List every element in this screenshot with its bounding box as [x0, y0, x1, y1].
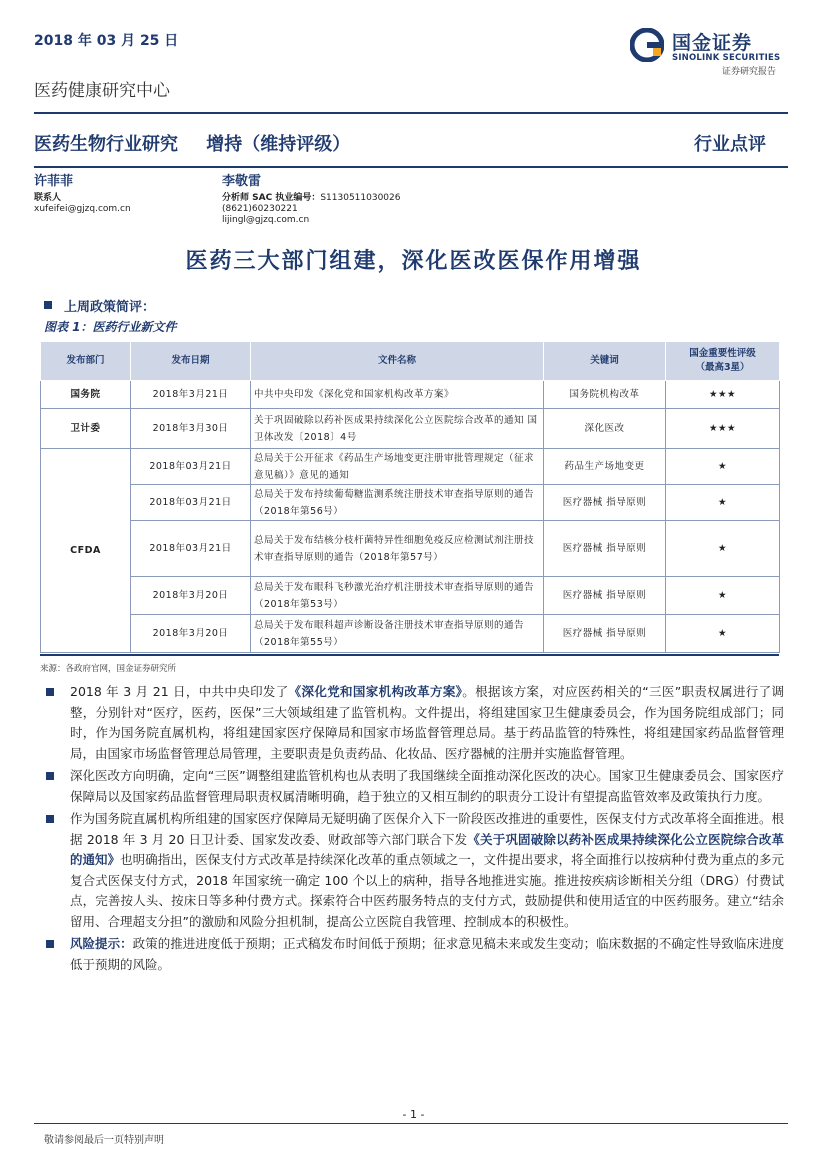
date-cell: 2018年3月20日 [131, 615, 251, 653]
keyword-cell: 医疗器械 指导原则 [544, 485, 666, 521]
table-source: 来源：各政府官网，国金证券研究所 [40, 664, 177, 674]
keyword-cell: 医疗器械 指导原则 [544, 577, 666, 615]
analyst-role: 联系人 [34, 193, 62, 203]
keyword-cell: 药品生产场地变更 [544, 449, 666, 485]
doc-cell: 总局关于发布眼科飞秒激光治疗机注册技术审查指导原则的通告（2018年第53号） [251, 577, 544, 615]
sinolink-logo-icon [630, 28, 664, 62]
keyword-cell: 国务院机构改革 [544, 381, 666, 409]
doc-cell: 总局关于公开征求《药品生产场地变更注册审批管理规定（征求意见稿）》意见的通知 [251, 449, 544, 485]
figure-title: 图表 1：医药行业新文件 [44, 320, 177, 334]
industry-rating-line [34, 130, 372, 156]
date-cell: 2018年3月30日 [131, 409, 251, 449]
doc-cell: 中共中央印发《深化党和国家机构改革方案》 [251, 381, 544, 409]
doc-cell: 总局关于发布持续葡萄糖监测系统注册技术审查指导原则的通告（2018年第56号） [251, 485, 544, 521]
policy-table [40, 341, 780, 653]
report-kind: 行业点评 [694, 134, 766, 155]
industry-name: 医药生物行业研究 [34, 134, 178, 155]
bullet-square-icon [46, 772, 54, 780]
research-center-name: 医药健康研究中心 [34, 81, 170, 101]
col-header-rating: 国金重要性评级 （最高3星） [666, 342, 780, 381]
stars-cell: ★ [666, 615, 780, 653]
dept-cell: CFDA [41, 449, 131, 653]
table-row [41, 449, 780, 485]
logo-chinese-name: 国金证券 [672, 32, 753, 54]
rating: 增持（维持评级） [206, 134, 351, 155]
analyst-name: 许菲菲 [34, 174, 74, 189]
stars-cell: ★★★ [666, 409, 780, 449]
logo-english-name: SINOLINK SECURITIES [672, 53, 781, 63]
doc-cell: 总局关于发布结核分枝杆菌特异性细胞免疫反应检测试剂注册技术审查指导原则的通告（2018年第57号） [251, 521, 544, 577]
list-item: 作为国务院直属机构所组建的国家医疗保障局无疑明确了医保介入下一阶段医改推进的重要性，医保支付方式改革将全面推进。根据 2018 年 3 月 20 日卫计委、国家发改委、财政部等六部门联合下发《关于巩固破除以药补医成果持续深化公立医院综合改革的通知》也明确指出，医保支付方式改革是持续深化改革的重点领域之一，文件提出要求，将全面推行以按病种付费为重点的多元复合式医保支付方式，2018 年国家统一确定 100 个以上的病种，指导各地推进实施。推进按疾病诊断相关分组（DRG）付费试点，完善按人头、按床日等多种付费方式。探索符合中医药服务特点的支付方式，鼓励提供和使用适宜的中医药服务。建立“结余留用、合理超支分担”的激励和风险分担机制，提高公立医院自我管理、控制成本的积极性。 [44, 809, 784, 932]
table-row [41, 615, 780, 653]
analyst-name: 李敬雷 [222, 174, 262, 189]
report-title: 医药三大部门组建，深化医改医保作用增强 [185, 248, 642, 274]
keyword-cell: 医疗器械 指导原则 [544, 521, 666, 577]
section-heading: 上周政策简评： [44, 296, 155, 315]
footer-divider [34, 1123, 788, 1124]
list-item: 2018 年 3 月 21 日，中共中央印发了《深化党和国家机构改革方案》。根据该方案，对应医药相关的“三医”职责权属进行了调整，分别针对“医疗，医药，医保”三大领域组建了监管机构。文件提出，将组建国家卫生健康委员会，作为国务院组成部门；同时，作为国务院直属机构，将组建国家医疗保障局和国家市场监督管理总局。基于药品监管的特殊性，将组建国家药品监督管理局，由国家市场监督管理总局管理，主要职责是负责药品、化妆品、医疗器械的注册并实施监督管理。 [44, 682, 784, 764]
date-cell: 2018年03月21日 [131, 449, 251, 485]
date-cell: 2018年3月21日 [131, 381, 251, 409]
dept-cell: 卫计委 [41, 409, 131, 449]
col-header-dept: 发布部门 [41, 342, 131, 381]
table-row [41, 485, 780, 521]
table-row [41, 521, 780, 577]
table-bottom-rule [40, 654, 779, 656]
analyst-email[interactable]: xufeifei@gjzq.com.cn [34, 204, 131, 214]
analyst-email[interactable]: lijingl@gjzq.com.cn [222, 215, 310, 225]
col-header-doc: 文件名称 [251, 342, 544, 381]
doc-cell: 总局关于发布眼科超声诊断设备注册技术审查指导原则的通告（2018年第55号） [251, 615, 544, 653]
date-cell: 2018年03月21日 [131, 521, 251, 577]
bullet-square-icon [46, 940, 54, 948]
analyst-cert: S1130511030026 [320, 193, 401, 203]
commentary-list [44, 682, 784, 977]
stars-cell: ★ [666, 577, 780, 615]
keyword-cell: 深化医改 [544, 409, 666, 449]
date-cell: 2018年03月21日 [131, 485, 251, 521]
page-number: - 1 - [402, 1108, 425, 1121]
col-header-keyword: 关键词 [544, 342, 666, 381]
header-divider [34, 112, 788, 114]
analyst-cert-label: 分析师 SAC 执业编号： [222, 193, 321, 203]
report-date: 2018 年 03 月 25 日 [34, 33, 179, 49]
keyword-cell: 医疗器械 指导原则 [544, 615, 666, 653]
col-header-date: 发布日期 [131, 342, 251, 381]
stars-cell: ★ [666, 521, 780, 577]
stars-cell: ★ [666, 485, 780, 521]
report-type-label: 证券研究报告 [722, 67, 777, 77]
rating-divider [34, 166, 788, 168]
doc-cell: 关于巩固破除以药补医成果持续深化公立医院综合改革的通知 国卫体改发〔2018〕4号 [251, 409, 544, 449]
list-item: 深化医改方向明确，定向“三医”调整组建监管机构也从表明了我国继续全面推动深化医改的决心。国家卫生健康委员会、国家医疗保障局以及国家药品监督管理局职责权属清晰明确，趋于独立的又相互制约的职责分工设计有望提高监管效率及政策执行力度。 [44, 766, 784, 807]
bullet-square-icon [44, 301, 52, 309]
analyst-phone: (8621)60230221 [222, 204, 298, 214]
footer-disclaimer: 敬请参阅最后一页特别声明 [44, 1135, 164, 1146]
table-row [41, 577, 780, 615]
date-cell: 2018年3月20日 [131, 577, 251, 615]
stars-cell: ★ [666, 449, 780, 485]
dept-cell: 国务院 [41, 381, 131, 409]
table-row [41, 409, 780, 449]
bullet-square-icon [46, 688, 54, 696]
table-row [41, 381, 780, 409]
analyst-card [222, 174, 400, 226]
bullet-square-icon [46, 815, 54, 823]
stars-cell: ★★★ [666, 381, 780, 409]
analyst-card [34, 174, 131, 215]
list-item: 风险提示：政策的推进进度低于预期；正式稿发布时间低于预期；征求意见稿未来或发生变动；临床数据的不确定性导致临床进度低于预期的风险。 [44, 934, 784, 975]
